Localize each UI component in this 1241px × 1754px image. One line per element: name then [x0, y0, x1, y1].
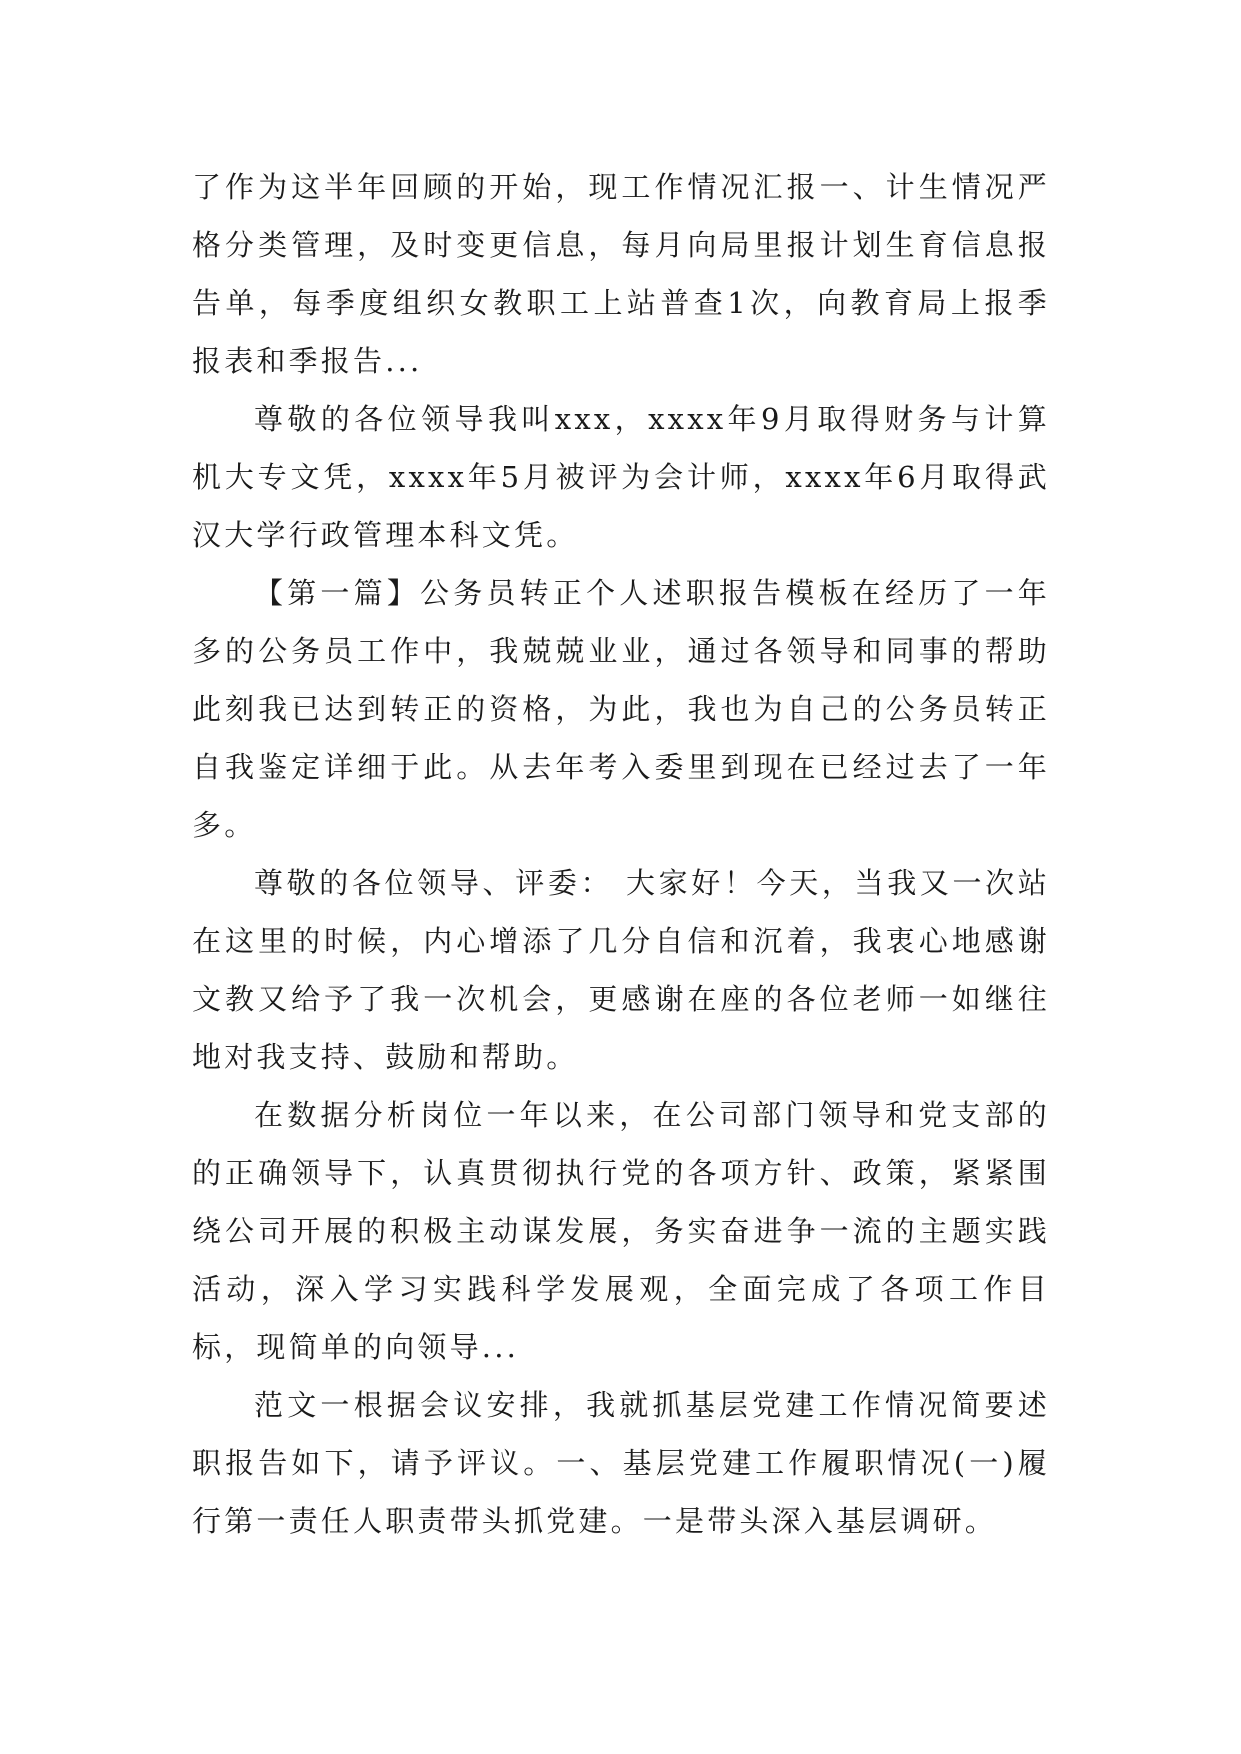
paragraph-civil-servant-report: 【第一篇】公务员转正个人述职报告模板在经历了一年多的公务员工作中，我兢兢业业，通过各领导和同事的帮助此刻我已达到转正的资格，为此，我也为自己的公务员转正自我鉴定详细于此。从去年考入委里到现在已经过去了一年多。	[192, 576, 1050, 842]
paragraph-data-analysis: 在数据分析岗位一年以来，在公司部门领导和党支部的的正确领导下，认真贯彻执行党的各项方针、政策，紧紧围绕公司开展的积极主动谋发展，务实奋进争一流的主题实践活动，深入学习实践科学发展观，全面完成了各项工作目标，现简单的向领导...	[192, 1098, 1050, 1364]
paragraph-party-building: 范文一根据会议安排，我就抓基层党建工作情况简要述职报告如下，请予评议。一、基层党建工作履职情况(一)履行第一责任人职责带头抓党建。一是带头深入基层调研。	[192, 1388, 1050, 1538]
paragraph-continuation: 了作为这半年回顾的开始，现工作情况汇报一、计生情况严格分类管理，及时变更信息，每月向局里报计划生育信息报告单，每季度组织女教职工上站普查1次，向教育局上报季报表和季报告...	[192, 170, 1050, 378]
document-body	[192, 158, 1050, 1550]
paragraph-greeting: 尊敬的各位领导、评委： 大家好！今天，当我又一次站在这里的时候，内心增添了几分自信和沉着，我衷心地感谢文教又给予了我一次机会，更感谢在座的各位老师一如继往地对我支持、鼓励和帮助。	[192, 866, 1050, 1074]
paragraph-self-introduction: 尊敬的各位领导我叫xxx，xxxx年9月取得财务与计算机大专文凭，xxxx年5月被评为会计师，xxxx年6月取得武汉大学行政管理本科文凭。	[192, 402, 1050, 552]
